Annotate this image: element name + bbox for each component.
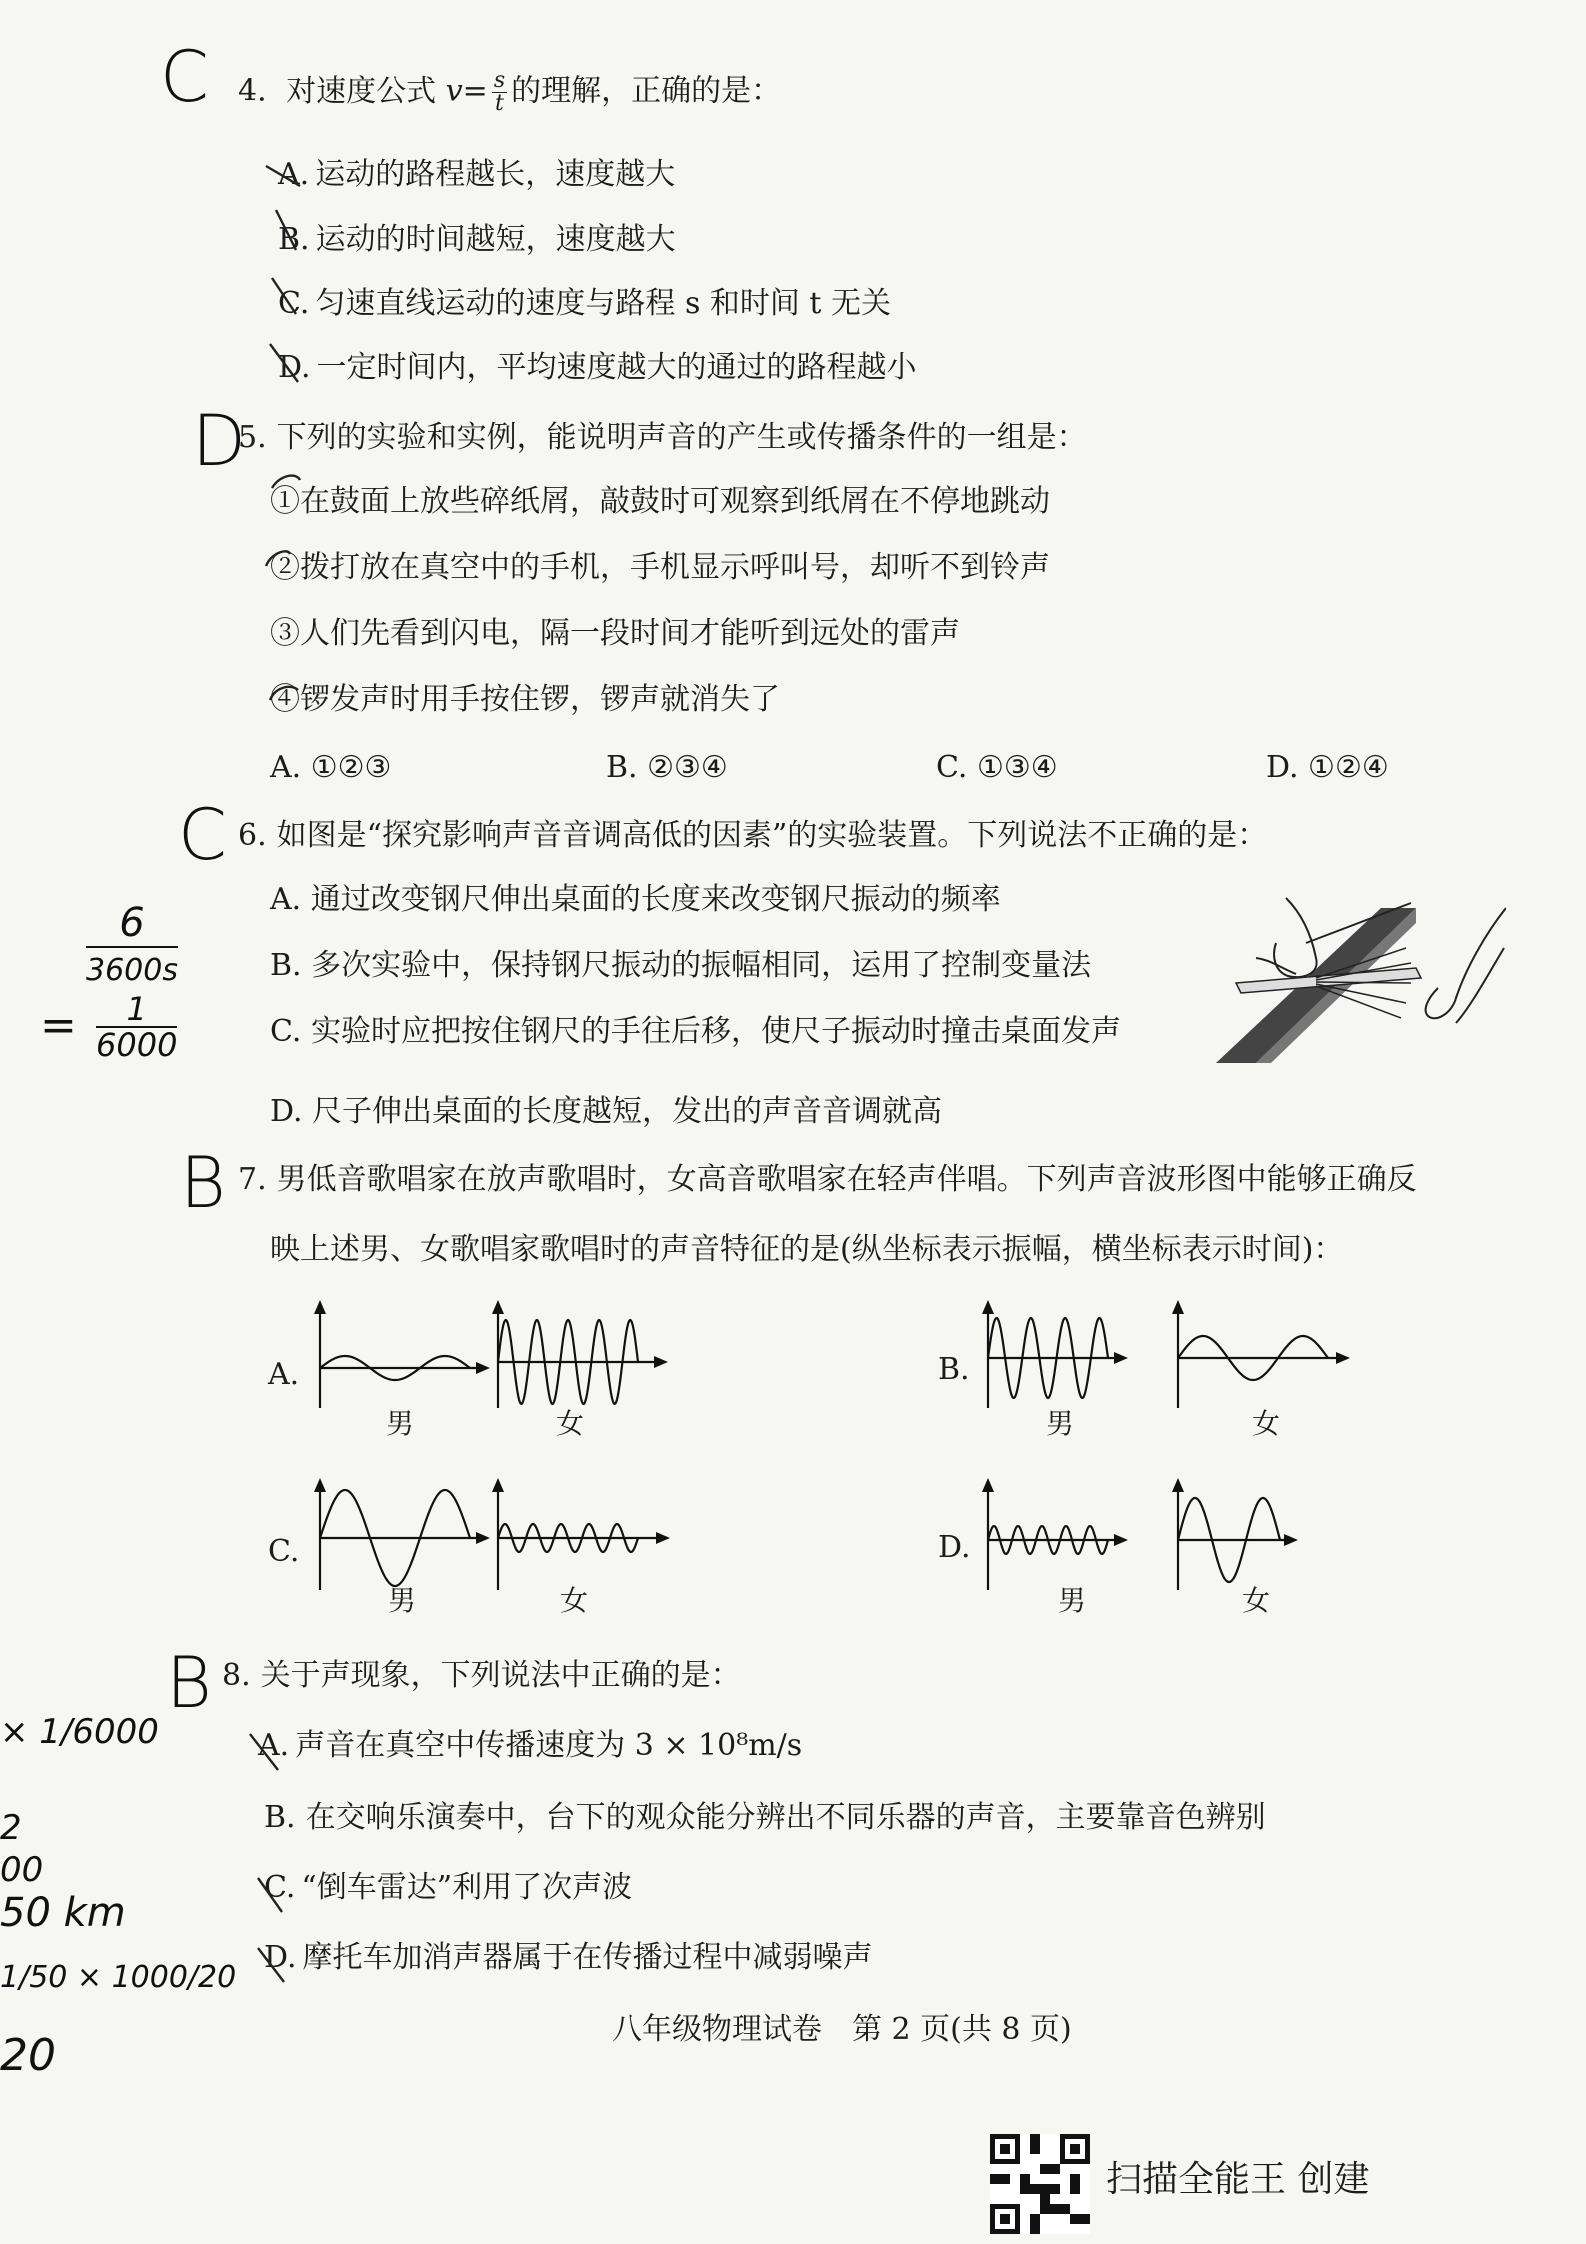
q6-stem: 6. 如图是“探究影响声音音调高低的因素”的实验装置。下列说法不正确的是： xyxy=(238,818,1268,853)
margin-note-5: 00 xyxy=(0,1850,44,1890)
q8-option-a: A. 声音在真空中传播速度为 3 × 10⁸m/s xyxy=(258,1728,803,1763)
q5-item-4: ④锣发声时用手按住锣，锣声就消失了 xyxy=(270,682,780,717)
q7-a-male-waveform xyxy=(310,1300,490,1410)
q4-option-b: B. 运动的时间越短，速度越大 xyxy=(278,222,676,257)
page-footer: 八年级物理试卷 第 2 页(共 8 页) xyxy=(612,2012,1072,2047)
q8-answer-mark: B xyxy=(166,1642,212,1724)
q7-stem-line1: 7. 男低音歌唱家在放声歌唱时，女高音歌唱家在轻声伴唱。下列声音波形图中能够正确反 xyxy=(238,1162,1417,1197)
q4-number: 4. xyxy=(238,73,267,109)
q6-answer-mark: C xyxy=(178,794,227,876)
q7-c-male-label: 男 xyxy=(388,1584,417,1617)
q5-choice-d: D. ①②④ xyxy=(1266,750,1389,785)
q4-formula-v: v xyxy=(445,73,463,109)
scanner-watermark-text: 扫描全能王 创建 xyxy=(1106,2159,1370,2200)
q7-c-female-waveform xyxy=(488,1478,670,1593)
q7-option-c-label: C. xyxy=(268,1534,300,1569)
q7-stem-line2: 映上述男、女歌唱家歌唱时的声音特征的是(纵坐标表示振幅，横坐标表示时间)： xyxy=(270,1232,1344,1267)
q5-item-3: ③人们先看到闪电，隔一段时间才能听到远处的雷声 xyxy=(270,616,960,651)
q7-d-male-label: 男 xyxy=(1058,1584,1087,1617)
q6-option-c: C. 实验时应把按住钢尺的手往后移，使尺子振动时撞击桌面发声 xyxy=(270,1014,1121,1049)
q4-stem-post: 的理解，正确的是： xyxy=(511,73,782,109)
margin-note-fraction-1: 6 3600s xyxy=(86,900,178,988)
q4-stem-pre: 对速度公式 xyxy=(286,73,437,109)
q5-choice-a: A. ①②③ xyxy=(270,750,392,785)
q4-answer-mark: C xyxy=(160,36,209,118)
q7-b-male-waveform xyxy=(978,1300,1128,1410)
q7-b-male-label: 男 xyxy=(1046,1407,1075,1440)
q7-c-female-label: 女 xyxy=(560,1584,589,1617)
q4-option-a: A. 运动的路程越长，速度越大 xyxy=(278,157,676,192)
q7-d-male-waveform xyxy=(978,1478,1128,1593)
margin-note-7: 1/50 × 1000/20 xyxy=(0,1960,237,1995)
q8-option-b: B. 在交响乐演奏中，台下的观众能分辨出不同乐器的声音，主要靠音色辨别 xyxy=(264,1800,1266,1835)
margin-note-6: 50 km xyxy=(0,1890,126,1936)
q7-a-female-waveform xyxy=(488,1300,668,1410)
q7-option-a-label: A. xyxy=(268,1357,300,1392)
q6-option-d: D. 尺子伸出桌面的长度越短，发出的声音音调就高 xyxy=(270,1094,943,1129)
q7-option-d-label: D. xyxy=(938,1530,971,1565)
q5-choice-c: C. ①③④ xyxy=(936,750,1058,785)
margin-note-3: × 1/6000 xyxy=(0,1712,159,1752)
q4-formula-fraction: $\frac{s}{t}$ xyxy=(493,68,506,116)
q6-option-b: B. 多次实验中，保持钢尺振动的振幅相同，运用了控制变量法 xyxy=(270,948,1092,983)
margin-note-8: 20 xyxy=(0,2030,56,2081)
q5-choice-b: B. ②③④ xyxy=(606,750,728,785)
q7-option-b-label: B. xyxy=(938,1352,970,1387)
q5-stem: 5. 下列的实验和实例，能说明声音的产生或传播条件的一组是： xyxy=(238,420,1087,455)
q7-answer-mark: B xyxy=(180,1142,226,1224)
q7-c-male-waveform xyxy=(310,1478,490,1593)
q5-item-1: ①在鼓面上放些碎纸屑，敲鼓时可观察到纸屑在不停地跳动 xyxy=(270,484,1050,519)
q5-answer-mark: D xyxy=(192,400,246,482)
q7-b-female-label: 女 xyxy=(1252,1407,1281,1440)
margin-note-fraction-2: 1 6000 xyxy=(96,990,178,1064)
q8-option-c: C. “倒车雷达”利用了次声波 xyxy=(264,1870,633,1905)
qr-code-icon xyxy=(990,2134,1090,2234)
q7-d-female-waveform xyxy=(1168,1478,1298,1593)
q5-item-2: ②拨打放在真空中的手机，手机显示呼叫号，却听不到铃声 xyxy=(270,550,1050,585)
q8-stem: 8. 关于声现象，下列说法中正确的是： xyxy=(222,1658,741,1693)
q7-a-female-label: 女 xyxy=(556,1407,585,1440)
q4-option-c: C. 匀速直线运动的速度与路程 s 和时间 t 无关 xyxy=(278,286,892,321)
q4-option-d: D. 一定时间内，平均速度越大的通过的路程越小 xyxy=(278,350,917,385)
ruler-experiment-figure xyxy=(1216,888,1506,1068)
q7-a-male-label: 男 xyxy=(386,1407,415,1440)
q4-stem xyxy=(238,70,781,115)
margin-note-eq: = xyxy=(40,1000,77,1051)
q4-formula-eq: = xyxy=(462,73,488,109)
q6-option-a: A. 通过改变钢尺伸出桌面的长度来改变钢尺振动的频率 xyxy=(270,882,1001,917)
q7-b-female-waveform xyxy=(1168,1300,1350,1410)
q8-option-d: D. 摩托车加消声器属于在传播过程中减弱噪声 xyxy=(264,1940,873,1975)
q7-d-female-label: 女 xyxy=(1242,1584,1271,1617)
margin-note-4: 2 xyxy=(0,1808,22,1848)
